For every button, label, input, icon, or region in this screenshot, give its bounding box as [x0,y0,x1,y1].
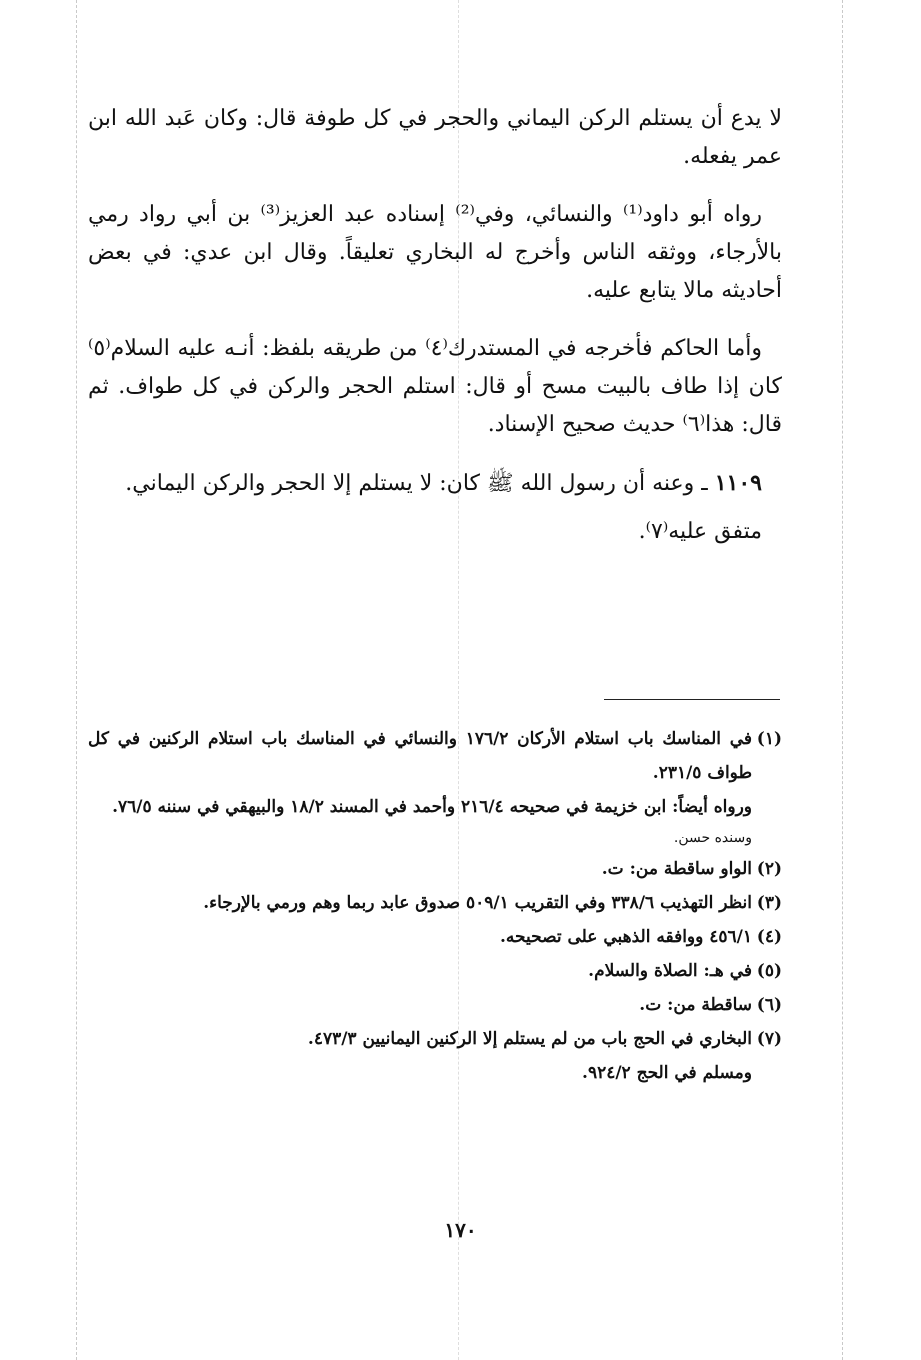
paragraph-2: رواه أبو داود⁽¹⁾ والنسائي، وفي⁽²⁾ إسناده عبد العزيز⁽³⁾ بن أبي رواد رمي بالأرجاء، ووثقه الناس وأخرج له البخاري تعليقاً. وقال ابن عدي: في بعض أحاديثه مالا يتابع عليه. [88,202,782,303]
footnote-2 [88,852,782,886]
page-number: ١٧٠ [444,1218,477,1242]
footnote-text: الواو ساقطة من: ت. [601,859,752,879]
footnote-text: في هـ: الصلاة والسلام. [588,961,752,981]
footnote-marker: (٢) [756,859,782,879]
footnote-5 [88,954,782,988]
footnote-text: ٤٥٦/١ ووافقه الذهبي على تصحيحه. [499,927,752,947]
hadith-paragraph [88,464,782,503]
paragraph-3: وأما الحاكم فأخرجه في المستدرك⁽٤⁾ من طريقه بلفظ: أنـه عليه السلام⁽٥⁾ كان إذا طاف بالبيت مسح أو قال: استلم الحجر والركن في كل طواف. ثم قال: هذا⁽٦⁾ حديث صحيح الإسناد. [88,336,782,437]
main-text [88,100,782,571]
footnote-text: البخاري في الحج باب من لم يستلم إلا الركنين اليمانيين ٤٧٣/٣. [307,1029,752,1049]
footnote-marker: (٥) [756,961,782,981]
footnote-1 [88,722,782,852]
footnote-marker: (٧) [756,1029,782,1049]
paragraph-1: لا يدع أن يستلم الركن اليماني والحجر في كل طوفة قال: وكان عَبد الله ابن عمر يفعله. [88,106,782,169]
footnote-extra: ورواه أيضاً: ابن خزيمة في صحيحه ٢١٦/٤ وأحمد في المسند ١٨/٢ والبيهقي في سننه ٧٦/٥. [112,797,752,817]
footnote-separator [604,699,780,700]
footnote-extra: ومسلم في الحج ٩٢٤/٢. [582,1063,752,1083]
footnote-text: ساقطة من: ت. [639,995,752,1015]
footnotes [88,722,782,1090]
footnote-7 [88,1022,782,1090]
hadith-source: متفق عليه⁽٧⁾. [638,519,762,544]
footnote-marker: (١) [756,729,782,749]
hadith-number: ١١٠٩ [714,470,762,496]
footnote-4 [88,920,782,954]
scan-guide-line [76,0,77,1360]
footnote-3 [88,886,782,920]
footnote-6 [88,988,782,1022]
footnote-marker: (٦) [756,995,782,1015]
footnote-marker: (٣) [756,893,782,913]
footnote-small: وسنده حسن. [673,830,752,846]
footnote-text: في المناسك باب استلام الأركان ١٧٦/٢ والنسائي في المناسك باب استلام الركنين في كل طواف ٢٣١/٥. [88,729,752,783]
hadith-text: ـ وعنه أن رسول الله ﷺ كان: لا يستلم إلا الحجر والركن اليماني. [125,471,715,496]
scan-guide-line [842,0,843,1360]
footnote-marker: (٤) [756,927,782,947]
footnote-text: انظر التهذيب ٣٣٨/٦ وفي التقريب ٥٠٩/١ صدوق عابد ربما وهم ورمي بالإرجاء. [203,893,752,913]
